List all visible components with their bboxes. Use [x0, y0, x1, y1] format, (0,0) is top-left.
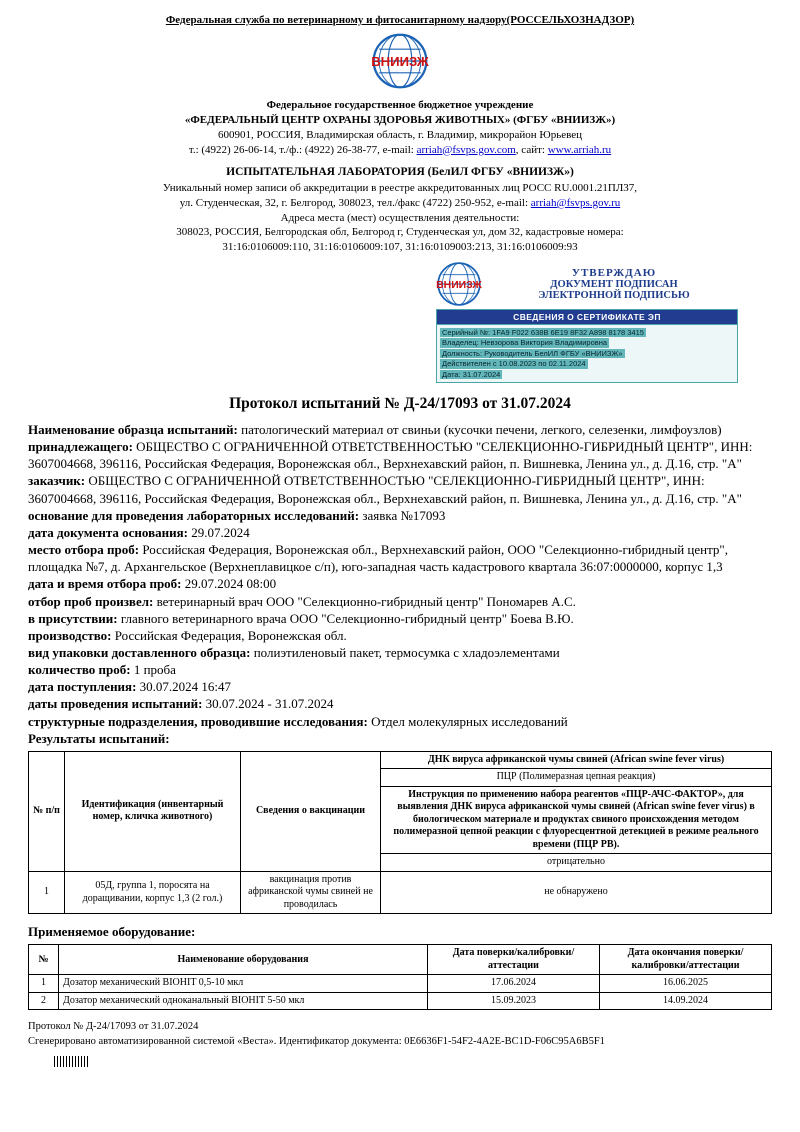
- field-witness: в присутствии: главного ветеринарного врача ООО "Селекционно-гибридный центр" Боева В.Ю.: [28, 610, 574, 626]
- lab-name-line: ИСПЫТАТЕЛЬНАЯ ЛАБОРАТОРИЯ (БелИЛ ФГБУ «ВНИИЗЖ»): [226, 166, 574, 179]
- results-table: [28, 751, 772, 915]
- site-label: , сайт:: [515, 143, 548, 156]
- field-packaging: вид упаковки доставленного образца: полиэтиленовый пакет, термосумка с хладоэлементами: [28, 645, 560, 661]
- org-address-line: 600901, РОССИЯ, Владимирская область, г. Владимир, микрорайон Юрьевец: [218, 128, 582, 141]
- lab-address-prefix: ул. Студенческая, 32, г. Белгород, 308023, тел./факс (4722) 250-952, e-mail:: [179, 196, 531, 209]
- field-test-dates: даты проведения испытаний: 30.07.2024 - 31.07.2024: [28, 696, 334, 712]
- page-title: Протокол испытаний № Д-24/17093 от 31.07.2024: [229, 394, 571, 412]
- agency-line: Федеральная служба по ветеринарному и фитосанитарному надзору(РОССЕЛЬХОЗНАДЗОР): [165, 14, 635, 26]
- org-site-link[interactable]: www.arriah.ru: [547, 143, 612, 156]
- results-col-vaccination: Сведения о вакцинации: [241, 751, 381, 871]
- field-sampler: отбор проб произвел: ветеринарный врач ООО "Селекционно-гибридный центр" Пономарев А.С.: [28, 593, 576, 609]
- org-contacts-line: [28, 143, 772, 158]
- org-name-line: «ФЕДЕРАЛЬНЫЙ ЦЕНТР ОХРАНЫ ЗДОРОВЬЯ ЖИВОТНЫХ» (ФГБУ «ВНИИЗЖ»): [184, 113, 616, 126]
- field-sample-name: Наименование образца испытаний: патологический материал от свиньи (кусочки печени, легкого, селезенки, лимфоузлов): [28, 421, 722, 437]
- equipment-table: [28, 944, 772, 1010]
- signature-stamp: [436, 261, 738, 383]
- results-col-num: № п/п: [29, 751, 65, 871]
- equip-col-date: Дата поверки/калибровки/аттестации: [428, 945, 600, 975]
- field-sampling-datetime: дата и время отбора проб: 29.07.2024 08:00: [28, 576, 277, 592]
- equipment-row: 2 Дозатор механический одноканальный BIOHIT 5-50 мкл 15.09.2023 14.09.2024: [29, 992, 772, 1010]
- results-method-short: ПЦР (Полимеразная цепная реакция): [381, 769, 772, 787]
- equip-col-date-end: Дата окончания поверки/калибровки/аттестации: [600, 945, 772, 975]
- stamp-titles: [490, 267, 738, 301]
- stamp-date: Дата: 31.07.2024: [442, 369, 501, 379]
- results-row-result: не обнаружено: [381, 871, 772, 914]
- stamp-serial: Серийный №: 1FA9 F022 638B 6E19 8F32 A898 8178 3415: [442, 328, 644, 338]
- activity-address-line: 308023, РОССИЯ, Белгородская обл, Белгород г, Студенческая ул, дом 32, кадастровые номера:: [176, 226, 624, 239]
- vniizzh-globe-icon: [371, 32, 429, 90]
- field-sample-count: количество проб: 1 проба: [28, 662, 176, 678]
- field-departments: структурные подразделения, проводившие исследования: Отдел молекулярных исследований: [28, 713, 568, 729]
- results-row: [29, 871, 772, 914]
- document-footer: [28, 1020, 772, 1066]
- results-col-identification: Идентификация (инвентарный номер, кличка животного): [65, 751, 241, 871]
- contacts-prefix: т.: (4922) 26-06-14, т./ф.: (4922) 26-38-77, e-mail:: [188, 143, 417, 156]
- stamp-top: [436, 261, 738, 307]
- lab-accreditation-line: Уникальный номер записи об аккредитации в реестре аккредитованных лиц РОСС RU.0001.21ПЛ37,: [162, 181, 638, 194]
- lab-email-link[interactable]: arriah@fsvps.gov.ru: [530, 196, 621, 209]
- document-header: [28, 14, 772, 255]
- stamp-vniizzh-globe-icon: [436, 261, 482, 307]
- org-type-line: Федеральное государственное бюджетное учреждение: [266, 99, 534, 111]
- equip-col-name: Наименование оборудования: [59, 945, 428, 975]
- results-row-identification: 05Д, группа 1, поросята на доращивании, корпус 1,3 (2 гол.): [65, 871, 241, 914]
- results-test-name: ДНК вируса африканской чумы свиней (African swine fever virus): [381, 751, 772, 769]
- cadastral-numbers-line: 31:16:0106009:110, 31:16:0106009:107, 31:16:0109003:213, 31:16:0106009:93: [222, 241, 578, 254]
- stamp-approve: УТВЕРЖДАЮ: [571, 267, 657, 280]
- stamp-position: Должность: Руководитель БелИЛ ФГБУ «ВНИИЗЖ»: [442, 348, 623, 358]
- results-norm: отрицательно: [381, 854, 772, 872]
- stamp-signed-line1: ДОКУМЕНТ ПОДПИСАН: [550, 279, 678, 291]
- footer-generated-line: Сгенерировано автоматизированной системой «Веста». Идентификатор документа: 0E6636F1-54F2-4A2E-BC1D-F06C95A6B5F1: [28, 1036, 605, 1048]
- activity-label-line: Адреса места (мест) осуществления деятельности:: [280, 211, 520, 224]
- results-row-vaccination: вакцинация против африканской чумы свиней не проводилась: [241, 871, 381, 914]
- field-production: производство: Российская Федерация, Воронежская обл.: [28, 627, 347, 643]
- stamp-cert-band: СВЕДЕНИЯ О СЕРТИФИКАТЕ ЭП: [436, 309, 738, 324]
- stamp-cert-details: [436, 324, 738, 383]
- results-table-wrap: [28, 751, 772, 915]
- lab-address-line: [28, 196, 772, 211]
- org-logo: [28, 32, 772, 94]
- protocol-fields: [28, 421, 772, 747]
- org-email-link[interactable]: arriah@fsvps.gov.com: [416, 143, 516, 156]
- equipment-heading: Применяемое оборудование:: [28, 924, 196, 940]
- equipment-table-wrap: [28, 944, 772, 1010]
- field-basis-date: дата документа основания: 29.07.2024: [28, 524, 250, 540]
- footer-protocol-line: Протокол № Д-24/17093 от 31.07.2024: [28, 1021, 199, 1033]
- field-sampling-place: место отбора проб: Российская Федерация, Воронежская обл., Верхнехавский район, ООО "Селекционно-гибридный центр", площадка №7, д. Архангельское (Верхнеплавицкое с/п), юго-западная часть кадастрового квартала 36:07:0000000, корпус 1,3: [28, 542, 728, 575]
- results-row-num: 1: [29, 871, 65, 914]
- stamp-validity: Действителен с 10.08.2023 по 02.11.2024: [442, 359, 586, 369]
- field-owner: принадлежащего: ОБЩЕСТВО С ОГРАНИЧЕННОЙ ОТВЕТСТВЕННОСТЬЮ "СЕЛЕКЦИОННО-ГИБРИДНЫЙ ЦЕНТР", ИНН: 3607004668, 396116, Российская Федерация, Воронежская обл., Верхнехавский район, п. Вишневка, Ленина ул., д. Д.16, стр. "А": [28, 439, 753, 472]
- field-receipt-date: дата поступления: 30.07.2024 16:47: [28, 679, 232, 695]
- barcode: [54, 1056, 90, 1067]
- stamp-owner: Владелец: Невзорова Виктория Владимировна: [442, 338, 608, 348]
- field-basis: основание для проведения лабораторных исследований: заявка №17093: [28, 507, 446, 523]
- stamp-signed-line2: ЭЛЕКТРОННОЙ ПОДПИСЬЮ: [538, 290, 690, 302]
- results-heading: Результаты испытаний:: [28, 730, 170, 746]
- equip-col-num: №: [29, 945, 59, 975]
- field-customer: заказчик: ОБЩЕСТВО С ОГРАНИЧЕННОЙ ОТВЕТСТВЕННОСТЬЮ "СЕЛЕКЦИОННО-ГИБРИДНЫЙ ЦЕНТР", ИНН: 3607004668, 396116, Российская Федерация, Воронежская обл., Верхнехавский район, п. Вишневка, Ленина ул., д. Д.16, стр. "А": [28, 473, 742, 506]
- equipment-row: 1 Дозатор механический BIOHIT 0,5-10 мкл 17.06.2024 16.06.2025: [29, 975, 772, 993]
- results-method-full: Инструкция по применению набора реагентов «ПЦР-АЧС-ФАКТОР», для выявления ДНК вируса африканской чумы свиней (African swine fever virus) в биологическом материале и продуктах свиного происхождения методом полимеразной цепной реакции с флуоресцентной детекцией в режиме реального времени (ПЦР РВ).: [381, 786, 772, 854]
